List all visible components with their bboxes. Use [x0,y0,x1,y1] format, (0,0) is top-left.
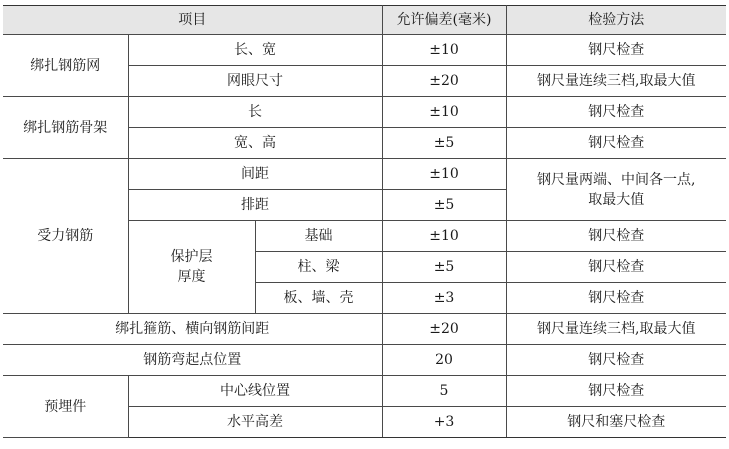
method-cell: 钢尺量连续三档,取最大值 [506,314,726,345]
item-bend-point: 钢筋弯起点位置 [3,345,382,376]
tolerance-cell: ±10 [382,97,506,128]
tolerance-cell: ±10 [382,221,506,252]
header-tolerance: 允许偏差(毫米) [382,6,506,35]
method-cell: 钢尺检查 [506,283,726,314]
item-spacing: 间距 [128,159,382,190]
table-row [3,314,726,345]
tolerance-cell: 20 [382,345,506,376]
tolerance-cell: ±10 [382,159,506,190]
item-slab-wall-shell: 板、墙、壳 [255,283,382,314]
tolerance-cell: ±3 [382,283,506,314]
method-cell: 钢尺检查 [506,221,726,252]
item-foundation: 基础 [255,221,382,252]
group-mesh: 绑扎钢筋网 [3,35,128,97]
subgroup-cover-thickness [128,221,255,314]
method-cell: 钢尺检查 [506,128,726,159]
group-embedded-parts: 预埋件 [3,376,128,438]
rebar-tolerance-table [3,5,726,438]
group-stressed-rebar: 受力钢筋 [3,159,128,314]
tolerance-table-container [3,5,726,438]
item-column-beam: 柱、梁 [255,252,382,283]
tolerance-cell: +3 [382,407,506,438]
item-frame-width-height: 宽、高 [128,128,382,159]
item-row-spacing: 排距 [128,190,382,221]
tolerance-cell: ±10 [382,35,506,66]
item-mesh-size: 网眼尺寸 [128,66,382,97]
item-centerline: 中心线位置 [128,376,382,407]
table-row [3,35,726,66]
method-cell: 钢尺检查 [506,376,726,407]
item-level-difference: 水平高差 [128,407,382,438]
tolerance-cell: ±5 [382,128,506,159]
header-row [3,6,726,35]
table-row [3,345,726,376]
method-line: 钢尺量两端、中间各一点, [537,171,696,188]
table-row [3,159,726,190]
tolerance-cell: ±5 [382,190,506,221]
method-line: 取最大值 [588,191,645,208]
item-mesh-length-width: 长、宽 [128,35,382,66]
tolerance-cell: 5 [382,376,506,407]
header-method: 检验方法 [506,6,726,35]
method-cell: 钢尺检查 [506,97,726,128]
tolerance-cell: ±20 [382,66,506,97]
group-frame: 绑扎钢筋骨架 [3,97,128,159]
method-cell: 钢尺和塞尺检查 [506,407,726,438]
tolerance-cell: ±20 [382,314,506,345]
table-row [3,376,726,407]
table-row [3,97,726,128]
method-cell: 钢尺量连续三档,取最大值 [506,66,726,97]
item-stirrup-spacing: 绑扎箍筋、横向钢筋间距 [3,314,382,345]
item-frame-length: 长 [128,97,382,128]
subgroup-line: 厚度 [177,269,206,285]
subgroup-line: 保护层 [170,249,213,265]
method-cell: 钢尺检查 [506,345,726,376]
method-cell: 钢尺检查 [506,35,726,66]
header-item: 项目 [3,6,382,35]
method-cell-spacing [506,159,726,221]
tolerance-cell: ±5 [382,252,506,283]
method-cell: 钢尺检查 [506,252,726,283]
